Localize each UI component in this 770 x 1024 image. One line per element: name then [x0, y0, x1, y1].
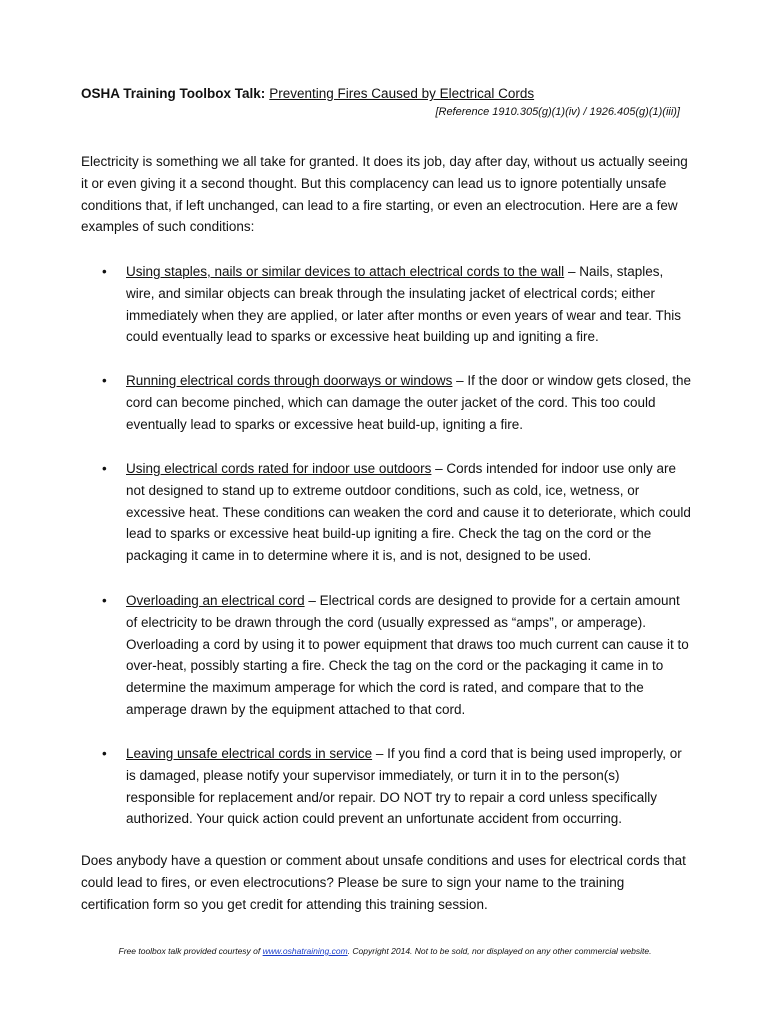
bullet-text: – If the door or window gets closed, the cord can become pinched, which can damage the outer jacket of the cord. This too could eventually lead to sparks or excessive heat build-up, igniting a fire.: [126, 373, 692, 432]
bullet-heading: Leaving unsafe electrical cords in service: [126, 746, 373, 761]
bullet-heading: Using electrical cords rated for indoor use outdoors: [126, 461, 432, 476]
bullet-icon: •: [102, 461, 107, 476]
closing-paragraph: Does anybody have a question or comment about unsafe conditions and uses for electrical cords that could lead to fires, or even electrocutions? Please be sure to sign your name to the training certification form so you get credit for attending this training session.: [81, 853, 686, 912]
title-topic: Preventing Fires Caused by Electrical Cords: [269, 86, 535, 101]
list-item: [102, 743, 692, 830]
bullet-text: – Cords intended for indoor use only are not designed to stand up to extreme outdoor conditions, such as cold, ice, wetness, or excessive heat. These conditions can weaken the cord and cause it to deteriorate, which could lead to sparks or excessive heat build-up igniting a fire. Check the tag on the cord or the packaging it came in to determine where it is, and is not, designed to be used.: [126, 461, 691, 564]
bullet-icon: •: [102, 373, 107, 388]
footer-note: [0, 946, 770, 956]
footer-prefix: Free toolbox talk provided courtesy of: [118, 946, 263, 956]
bullet-icon: •: [102, 264, 107, 279]
list-item: [102, 370, 692, 435]
list-item: [102, 261, 692, 348]
document-title: [81, 85, 534, 103]
reference-citation: [Reference 1910.305(g)(1)(iv) / 1926.405(g)(1)(iii)]: [435, 106, 680, 118]
bullet-text: – Nails, staples, wire, and similar objects can break through the insulating jacket of electrical cords; either immediately when they are applied, or later after months or even years of wear and tear. This could eventually lead to sparks or excessive heat building up and igniting a fire.: [126, 264, 682, 345]
bullet-text: – If you find a cord that is being used improperly, or is damaged, please notify your supervisor immediately, or turn it in to the person(s) responsible for replacement and/or repair. DO NOT try to repair a cord unless specifically authorized. Your quick action could prevent an unfortunate accident from occurring.: [126, 746, 682, 827]
footer-link[interactable]: www.oshatraining.com: [262, 946, 348, 956]
bullet-heading: Running electrical cords through doorways or windows: [126, 373, 453, 388]
intro-paragraph: Electricity is something we all take for granted. It does its job, day after day, without us actually seeing it or even giving it a second thought. But this complacency can lead us to ignore potentially unsafe conditions that, if left unchanged, can lead to a fire starting, or even an electrocution. Here are a few examples of such conditions:: [81, 154, 688, 235]
list-item: [102, 590, 692, 721]
bullet-icon: •: [102, 593, 107, 608]
bullet-icon: •: [102, 746, 107, 761]
title-prefix: OSHA Training Toolbox Talk:: [81, 86, 266, 101]
list-item: [102, 458, 692, 567]
footer-suffix: . Copyright 2014. Not to be sold, nor displayed on any other commercial website.: [347, 946, 652, 956]
bullet-text: – Electrical cords are designed to provide for a certain amount of electricity to be drawn through the cord (usually expressed as “amps”, or amperage). Overloading a cord by using it to power equipment that draws too much current can cause it to over-heat, possibly starting a fire. Check the tag on the cord or the packaging it came in to determine the maximum amperage for which the cord is rated, and compare that to the amperage drawn by the equipment attached to that cord.: [126, 593, 689, 717]
bullet-heading: Using staples, nails or similar devices to attach electrical cords to the wall: [126, 264, 565, 279]
bullet-heading: Overloading an electrical cord: [126, 593, 305, 608]
